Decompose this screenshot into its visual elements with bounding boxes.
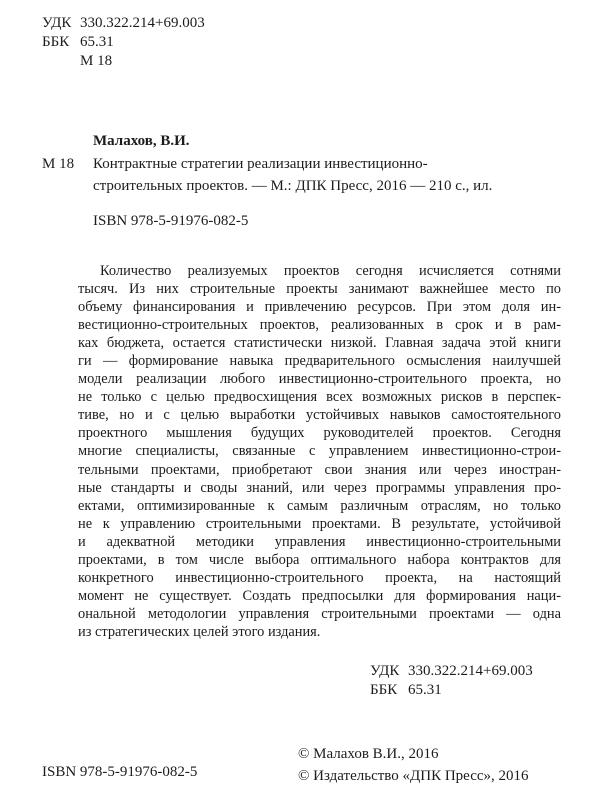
abstract-line: конкретного инвестиционно-строительного проекта, на настоящий: [78, 569, 561, 586]
author-mark-top: М 18: [80, 53, 113, 69]
isbn-record: ISBN 978-5-91976-082-5: [93, 213, 249, 229]
author-name: Малахов, В.И.: [93, 133, 190, 149]
abstract-line: объему финансирования и привлечению ресурсов. При этом доля ин-: [78, 299, 561, 316]
abstract-line: ках бюджета, остается статистически низкой. Главная задача этой книги: [78, 335, 561, 352]
abstract-line: ги — формирование навыка предварительного осмысления наилучшей: [78, 353, 561, 370]
abstract-line: тельными проектами, приобретают свои знания или через иностран-: [78, 461, 561, 478]
isbn-footer: ISBN 978-5-91976-082-5: [42, 764, 198, 780]
abstract-line: Количество реализуемых проектов сегодня исчисляется сотнями: [100, 263, 561, 279]
bbk-label: ББК: [370, 682, 398, 698]
bbk-row: [42, 33, 205, 52]
book-title-line-2: строительных проектов. — М.: ДПК Пресс, 2016 — 210 с., ил.: [93, 178, 493, 194]
abstract-line: тысяч. Из них строительные проекты занимают важнейшее место по: [78, 281, 561, 298]
udk-value: 330.322.214+69.003: [80, 15, 205, 31]
classification-index-top: [42, 14, 205, 71]
abstract-line: момент не существует. Создать предпосылки для формирования наци-: [78, 587, 561, 604]
copyright-author: © Малахов В.И., 2016: [298, 746, 439, 762]
abstract-line: вестиционно-строительных проектов, реализованных в срок и в рам-: [78, 317, 561, 334]
abstract-paragraph: [78, 262, 561, 641]
classification-index-bottom: [370, 662, 533, 700]
author-mark: М 18: [42, 156, 75, 172]
bbk-value: 65.31: [408, 682, 442, 698]
udk-row: [370, 662, 533, 681]
abstract-line: ные стандарты и своды знаний, или через программы управления про-: [78, 479, 561, 496]
udk-label: УДК: [370, 663, 400, 679]
abstract-line: не к управлению строительными проектами. В результате, устойчивой: [78, 515, 561, 532]
bbk-row: [370, 681, 533, 700]
bbk-value: 65.31: [80, 34, 114, 50]
udk-label: УДК: [42, 15, 72, 31]
abstract-line: проектами, в том числе выбора оптимального набора контрактов для: [78, 551, 561, 568]
abstract-line: ональной методологии управления строительными проектами — одна: [78, 605, 561, 622]
abstract-line: ектами, оптимизированные к самым различным отраслям, но только: [78, 497, 561, 514]
udk-value: 330.322.214+69.003: [408, 663, 533, 679]
abstract-line: многие специалисты, связанные с управлением инвестиционно-строи-: [78, 443, 561, 460]
abstract-line: не только с целью предвосхищения всех возможных рисков в перспек-: [78, 389, 561, 406]
abstract-line: из стратегических целей этого издания.: [78, 623, 321, 640]
abstract-line: модели реализации любого инвестиционно-строительного проекта, но: [78, 371, 561, 388]
udk-row: [42, 14, 205, 33]
copyright-publisher: © Издательство «ДПК Пресс», 2016: [298, 768, 529, 784]
abstract-line: и адекватной методики управления инвестиционно-строительными: [78, 533, 561, 550]
bbk-label: ББК: [42, 34, 70, 50]
abstract-line: проектного мышления будущих руководителей проектов. Сегодня: [78, 425, 561, 442]
abstract-line: тиве, но и с целью выработки устойчивых навыков самостоятельного: [78, 407, 561, 424]
book-title-line-1: Контрактные стратегии реализации инвестиционно-: [93, 156, 428, 172]
